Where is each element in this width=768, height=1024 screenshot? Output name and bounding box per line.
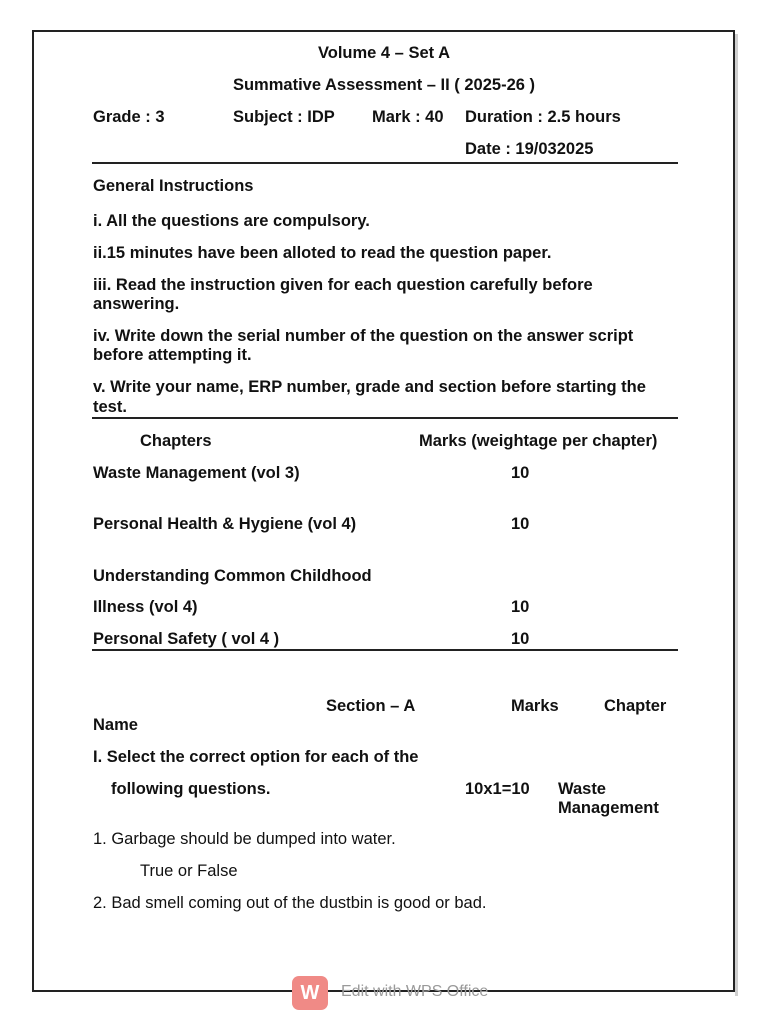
chapter-marks: 10: [511, 630, 530, 648]
question-heading: following questions.: [111, 780, 271, 798]
instruction-item: answering.: [93, 295, 180, 313]
mark-label: Mark : 40: [372, 108, 444, 126]
question-heading: I. Select the correct option for each of the: [93, 748, 419, 766]
grade-label: Grade : 3: [93, 108, 165, 126]
chapter-name: Understanding Common Childhood: [93, 567, 372, 585]
question-option: True or False: [140, 862, 238, 880]
question-item: 1. Garbage should be dumped into water.: [93, 830, 396, 848]
instruction-item: ii.15 minutes have been alloted to read the question paper.: [93, 244, 552, 262]
instruction-item: iv. Write down the serial number of the question on the answer script: [93, 327, 634, 345]
chapter-name: Personal Health & Hygiene (vol 4): [93, 515, 357, 533]
duration-label: Duration : 2.5 hours: [465, 108, 621, 126]
question-chapter: Management: [558, 799, 659, 817]
header-divider: [92, 162, 678, 164]
instruction-item: v. Write your name, ERP number, grade and section before starting the: [93, 378, 646, 396]
chapter-name: Illness (vol 4): [93, 598, 198, 616]
instructions-divider: [92, 417, 678, 419]
chapter-name: Personal Safety ( vol 4 ): [93, 630, 280, 648]
question-marks: 10x1=10: [465, 780, 530, 798]
chapter-marks: 10: [511, 515, 530, 533]
section-marks-header: Marks: [511, 697, 559, 715]
question-item: 2. Bad smell coming out of the dustbin is good or bad.: [93, 894, 487, 912]
instruction-item: test.: [93, 398, 127, 416]
chapter-marks: 10: [511, 598, 530, 616]
instruction-item: before attempting it.: [93, 346, 252, 364]
chapter-name: Waste Management (vol 3): [93, 464, 300, 482]
instruction-item: iii. Read the instruction given for each question carefully before: [93, 276, 593, 294]
table-divider: [92, 649, 678, 651]
question-chapter: Waste: [558, 780, 606, 798]
volume-title: Volume 4 – Set A: [317, 44, 451, 62]
date-label: Date : 19/032025: [465, 140, 594, 158]
chapter-marks: 10: [511, 464, 530, 482]
marks-column-header: Marks (weightage per chapter): [419, 432, 658, 450]
section-title: Section – A: [326, 697, 416, 715]
wps-watermark-text: Edit with WPS Office: [341, 983, 489, 1000]
assessment-title: Summative Assessment – II ( 2025-26 ): [232, 76, 536, 94]
instruction-item: i. All the questions are compulsory.: [93, 212, 370, 230]
subject-label: Subject : IDP: [233, 108, 335, 126]
section-name-header: Name: [93, 716, 138, 734]
section-chapter-header: Chapter: [604, 697, 667, 715]
chapters-column-header: Chapters: [140, 432, 212, 450]
instructions-heading: General Instructions: [93, 177, 254, 195]
wps-logo-icon: W: [292, 976, 328, 1010]
